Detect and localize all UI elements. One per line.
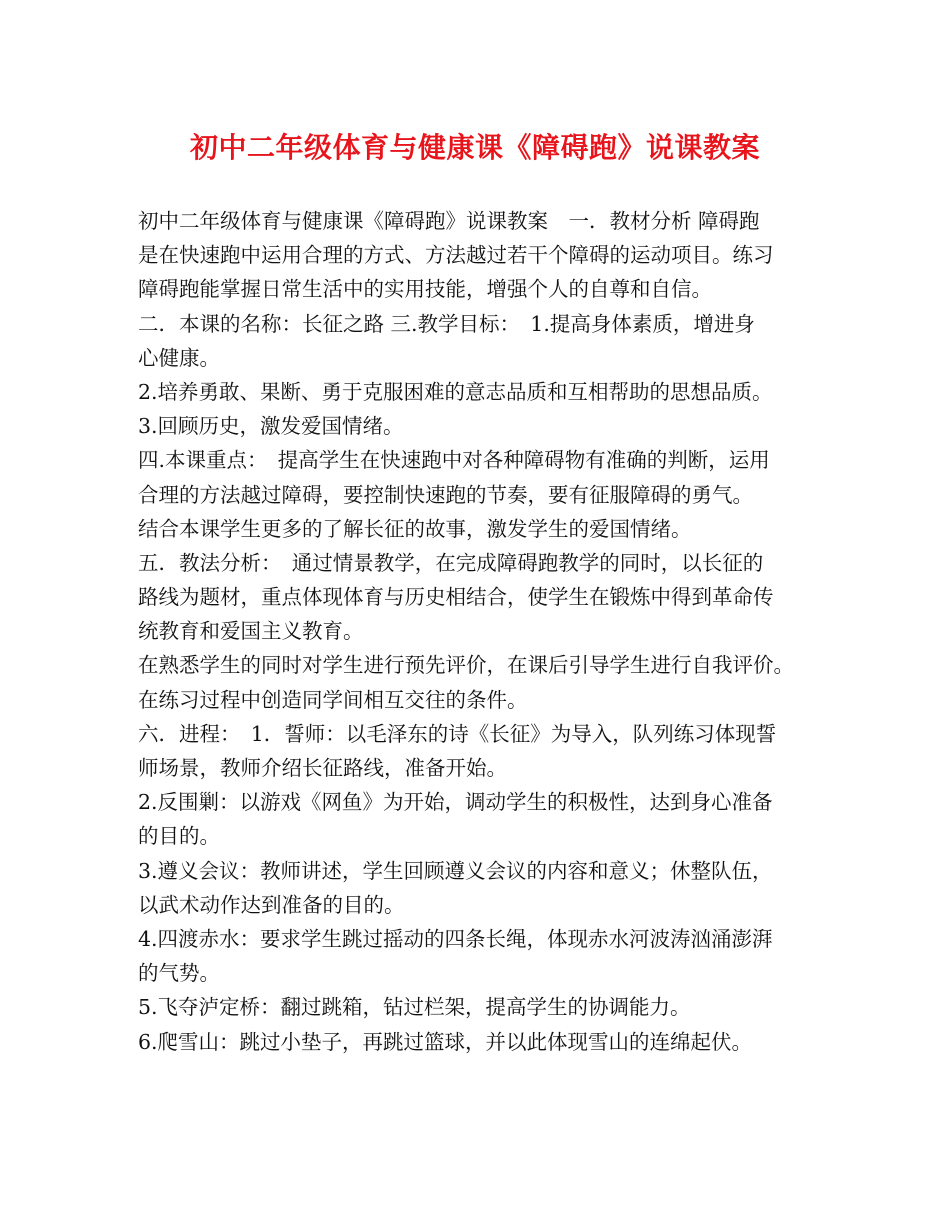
document-body (138, 204, 838, 1059)
body-text-line: 师场景，教师介绍长征路线，准备开始。 (138, 756, 507, 780)
body-text-line: 6.爬雪山：跳过小垫子，再跳过篮球，并以此体现雪山的连绵起伏。 (138, 1029, 753, 1054)
body-text-line: 六．进程： 1．誓师：以毛泽东的诗《长征》为导入，队列练习体现誓 (138, 721, 777, 746)
body-text-line: 5.飞夺泸定桥：翻过跳箱，钻过栏架，提高学生的协调能力。 (138, 995, 691, 1020)
body-text-line: 二．本课的名称：长征之路 三.教学目标： 1.提高身体素质，增进身 (138, 311, 755, 336)
body-text-line: 的气势。 (138, 961, 220, 986)
body-text-line: 统教育和爱国主义教育。 (138, 619, 364, 644)
page-title: 初中二年级体育与健康课《障碍跑》说课教案 (189, 131, 760, 164)
body-text-line: 初中二年级体育与健康课《障碍跑》说课教案 一．教材分析 障碍跑 (138, 209, 760, 233)
body-text-line: 路线为题材，重点体现体育与历史相结合，使学生在锻炼中得到革命传 (138, 585, 774, 610)
body-text-line: 在熟悉学生的同时对学生进行预先评价，在课后引导学生进行自我评价。 (138, 653, 794, 678)
body-text-line: 以武术动作达到准备的目的。 (138, 892, 405, 917)
body-text-line: 2.培养勇敢、果断、勇于克服困难的意志品质和互相帮助的思想品质。 (138, 379, 773, 404)
body-text-line: 3.遵义会议：教师讲述，学生回顾遵义会议的内容和意义；休整队伍， (138, 858, 773, 883)
body-text-line: 在练习过程中创造同学间相互交往的条件。 (138, 687, 528, 712)
body-text-line: 3.回顾历史，激发爱国情绪。 (138, 414, 404, 439)
body-text-line: 心健康。 (138, 345, 220, 370)
body-text-line: 四.本课重点： 提高学生在快速跑中对各种障碍物有准确的判断，运用 (138, 448, 770, 473)
body-text-line: 2.反围剿：以游戏《网鱼》为开始，调动学生的积极性，达到身心准备 (138, 790, 773, 815)
body-text-line: 合理的方法越过障碍，要控制快速跑的节奏，要有征服障碍的勇气。 (138, 482, 753, 507)
body-text-line: 障碍跑能掌握日常生活中的实用技能，增强个人的自尊和自信。 (138, 277, 712, 302)
body-text-line: 是在快速跑中运用合理的方式、方法越过若干个障碍的运动项目。练习 (138, 243, 774, 268)
body-text-line: 的目的。 (138, 824, 220, 849)
body-text-line: 五．教法分析： 通过情景教学，在完成障碍跑教学的同时，以长征的 (138, 550, 764, 575)
body-text-line: 结合本课学生更多的了解长征的故事，激发学生的爱国情绪。 (138, 516, 692, 541)
body-text-line: 4.四渡赤水：要求学生跳过摇动的四条长绳，体现赤水河波涛汹涌澎湃 (138, 926, 773, 951)
